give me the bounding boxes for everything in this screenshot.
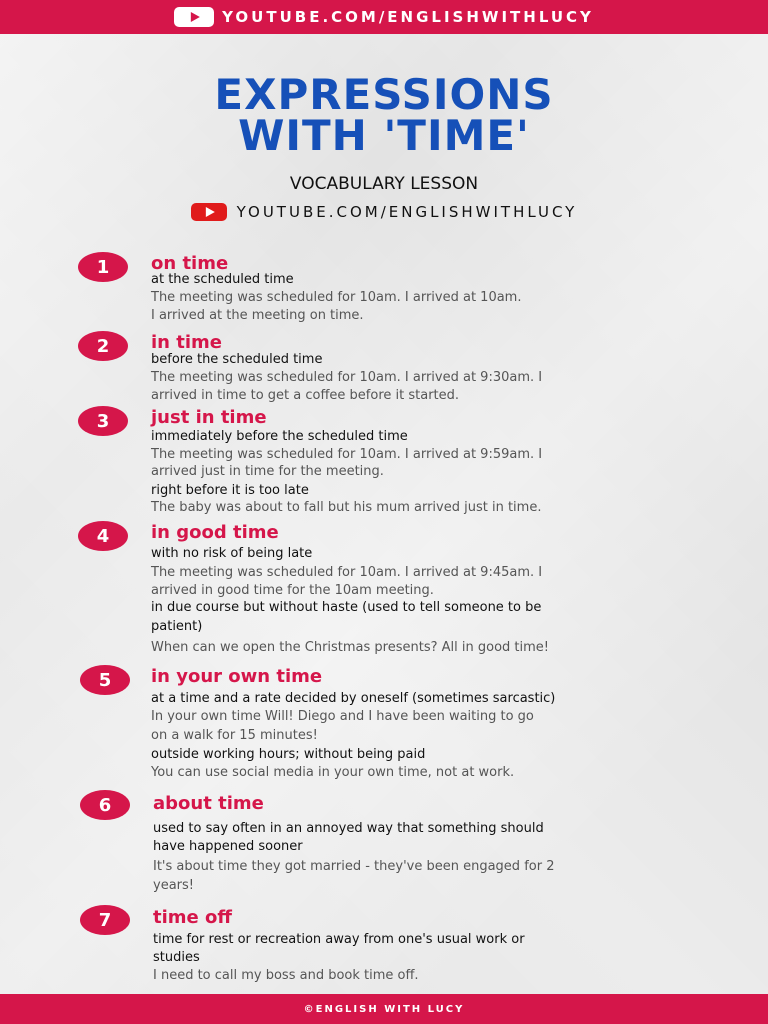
number-badge: 7 [80, 905, 130, 935]
example-text: The meeting was scheduled for 10am. I arrived at 9:45am. I [151, 565, 543, 580]
channel-link[interactable] [0, 203, 768, 221]
top-banner-url[interactable]: YOUTUBE.COM/ENGLISHWITHLUCY [222, 8, 594, 26]
expression-term: in time [151, 332, 222, 353]
definition-text: patient) [151, 619, 203, 634]
expression-term: about time [153, 793, 264, 814]
definition-text: studies [153, 950, 200, 965]
top-banner [0, 0, 768, 34]
youtube-icon [174, 7, 214, 27]
number-badge: 3 [78, 406, 128, 436]
definition-text: have happened sooner [153, 839, 303, 854]
example-text: years! [153, 878, 194, 893]
youtube-icon [191, 203, 227, 221]
definition-text: with no risk of being late [151, 546, 313, 561]
definition-text: immediately before the scheduled time [151, 429, 408, 444]
example-text: You can use social media in your own time, not at work. [151, 765, 515, 780]
definition-text: at the scheduled time [151, 272, 294, 287]
example-text: In your own time Will! Diego and I have been waiting to go [151, 709, 534, 724]
expression-term: in good time [151, 522, 279, 543]
example-text: arrived just in time for the meeting. [151, 464, 384, 479]
example-text: The baby was about to fall but his mum arrived just in time. [151, 500, 542, 515]
definition-text: at a time and a rate decided by oneself (sometimes sarcastic) [151, 691, 556, 706]
example-text: I arrived at the meeting on time. [151, 308, 364, 323]
example-text: The meeting was scheduled for 10am. I arrived at 9:30am. I [151, 370, 543, 385]
number-badge: 5 [80, 665, 130, 695]
expression-term: in your own time [151, 666, 323, 687]
number-badge: 2 [78, 331, 128, 361]
channel-link-text[interactable]: YOUTUBE.COM/ENGLISHWITHLUCY [236, 203, 578, 221]
example-text: The meeting was scheduled for 10am. I arrived at 9:59am. I [151, 447, 543, 462]
example-text: arrived in good time for the 10am meeting. [151, 583, 434, 598]
example-text: It's about time they got married - they've been engaged for 2 [153, 859, 555, 874]
definition-text: time for rest or recreation away from one's usual work or [153, 932, 525, 947]
example-text: on a walk for 15 minutes! [151, 728, 318, 743]
definition-text: used to say often in an annoyed way that something should [153, 821, 544, 836]
expression-term: on time [151, 253, 229, 274]
expression-term: just in time [151, 407, 267, 428]
definition-text: outside working hours; without being paid [151, 747, 426, 762]
example-text: The meeting was scheduled for 10am. I arrived at 10am. [151, 290, 522, 305]
number-badge: 4 [78, 521, 128, 551]
page-title-line-1: EXPRESSIONS [214, 70, 554, 119]
definition-text: in due course but without haste (used to tell someone to be [151, 600, 542, 615]
footer-banner [0, 994, 768, 1024]
page-subtitle: VOCABULARY LESSON [289, 174, 479, 194]
number-badge: 6 [80, 790, 130, 820]
page-title-line-2: WITH 'TIME' [238, 111, 530, 160]
definition-text: right before it is too late [151, 483, 309, 498]
number-badge: 1 [78, 252, 128, 282]
expression-term: time off [153, 907, 232, 928]
example-text: When can we open the Christmas presents? All in good time! [151, 640, 550, 655]
example-text: I need to call my boss and book time off. [153, 968, 419, 983]
footer-copyright: ©ENGLISH WITH LUCY [303, 1003, 465, 1015]
example-text: arrived in time to get a coffee before it started. [151, 388, 460, 403]
definition-text: before the scheduled time [151, 352, 323, 367]
